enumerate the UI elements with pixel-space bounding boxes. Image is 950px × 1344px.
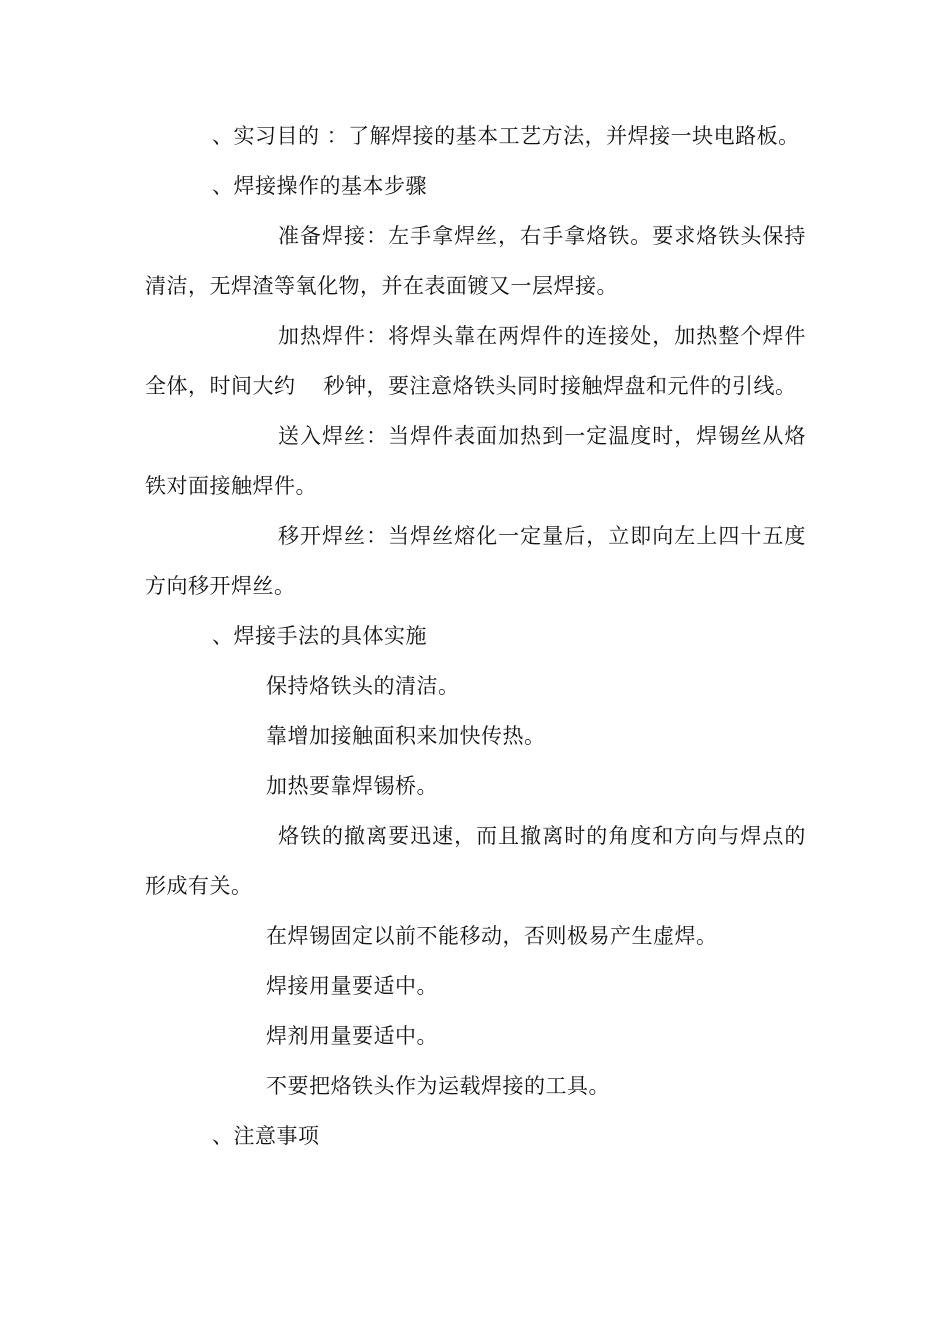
section-heading-techniques: 、焊接手法的具体实施 (212, 624, 427, 648)
paragraph-heat-line-2 (145, 371, 797, 401)
paragraph-withdraw-line-1: 烙 铁 的 撤 离 要 迅 速 ， 而 且 撤 离 时 的 角 度 和 方 向 与 焊 点 的 (278, 824, 806, 848)
paragraph-feed-line-1: 送 入 焊 丝 ： 当 焊 件 表 面 加 热 到 一 定 温 度 时 ， 焊 锡 丝 从 烙 (278, 424, 806, 448)
paragraph-feed-line-2: 铁对面接触焊件。 (145, 474, 317, 498)
paragraph-heat-line-1: 加 热 焊 件 ： 将 焊 头 靠 在 两 焊 件 的 连 接 处 ， 加 热 整 个 焊 件 (278, 324, 806, 348)
paragraph-remove-line-2: 方向移开焊丝。 (145, 574, 296, 598)
paragraph-prepare-line-1: 准 备 焊 接 ： 左 手 拿 焊 丝 ， 右 手 拿 烙 铁 。 要 求 烙 铁 头 保 持 (278, 224, 806, 248)
paragraph-withdraw-line-2: 形成有关。 (145, 874, 253, 898)
section-heading-purpose: 、实习目的 ：了解焊接的基本工艺方法，并焊接一块电路板。 (212, 124, 800, 148)
section-heading-notes: 、注意事项 (212, 1124, 320, 1148)
list-item-clean-tip: 保持烙铁头的清洁。 (266, 674, 460, 698)
paragraph-remove-line-1: 移 开 焊 丝 ： 当 焊 丝 熔 化 一 定 量 后 ， 立 即 向 左 上 四 十 五 度 (278, 524, 806, 548)
list-item-not-carrier: 不要把烙铁头作为运载焊接的工具。 (266, 1074, 610, 1098)
paragraph-prepare-line-2: 清洁，无焊渣等氧化物，并在表面镀又一层焊接。 (145, 274, 618, 298)
paragraph-heat-line-2-part-2: 秒钟，要注意烙铁头同时接触焊盘和元件的引线。 (323, 374, 797, 398)
list-item-no-move: 在焊锡固定以前不能移动，否则极易产生虚焊。 (266, 924, 718, 948)
paragraph-heat-line-2-part-1: 全体，时间大约 (145, 374, 296, 398)
section-heading-steps: 、焊接操作的基本步骤 (212, 174, 427, 198)
list-item-contact-area: 靠增加接触面积来加快传热。 (266, 724, 546, 748)
list-item-solder-amount: 焊接用量要适中。 (266, 974, 438, 998)
list-item-solder-bridge: 加热要靠焊锡桥。 (266, 774, 438, 798)
list-item-flux-amount: 焊剂用量要适中。 (266, 1024, 438, 1048)
